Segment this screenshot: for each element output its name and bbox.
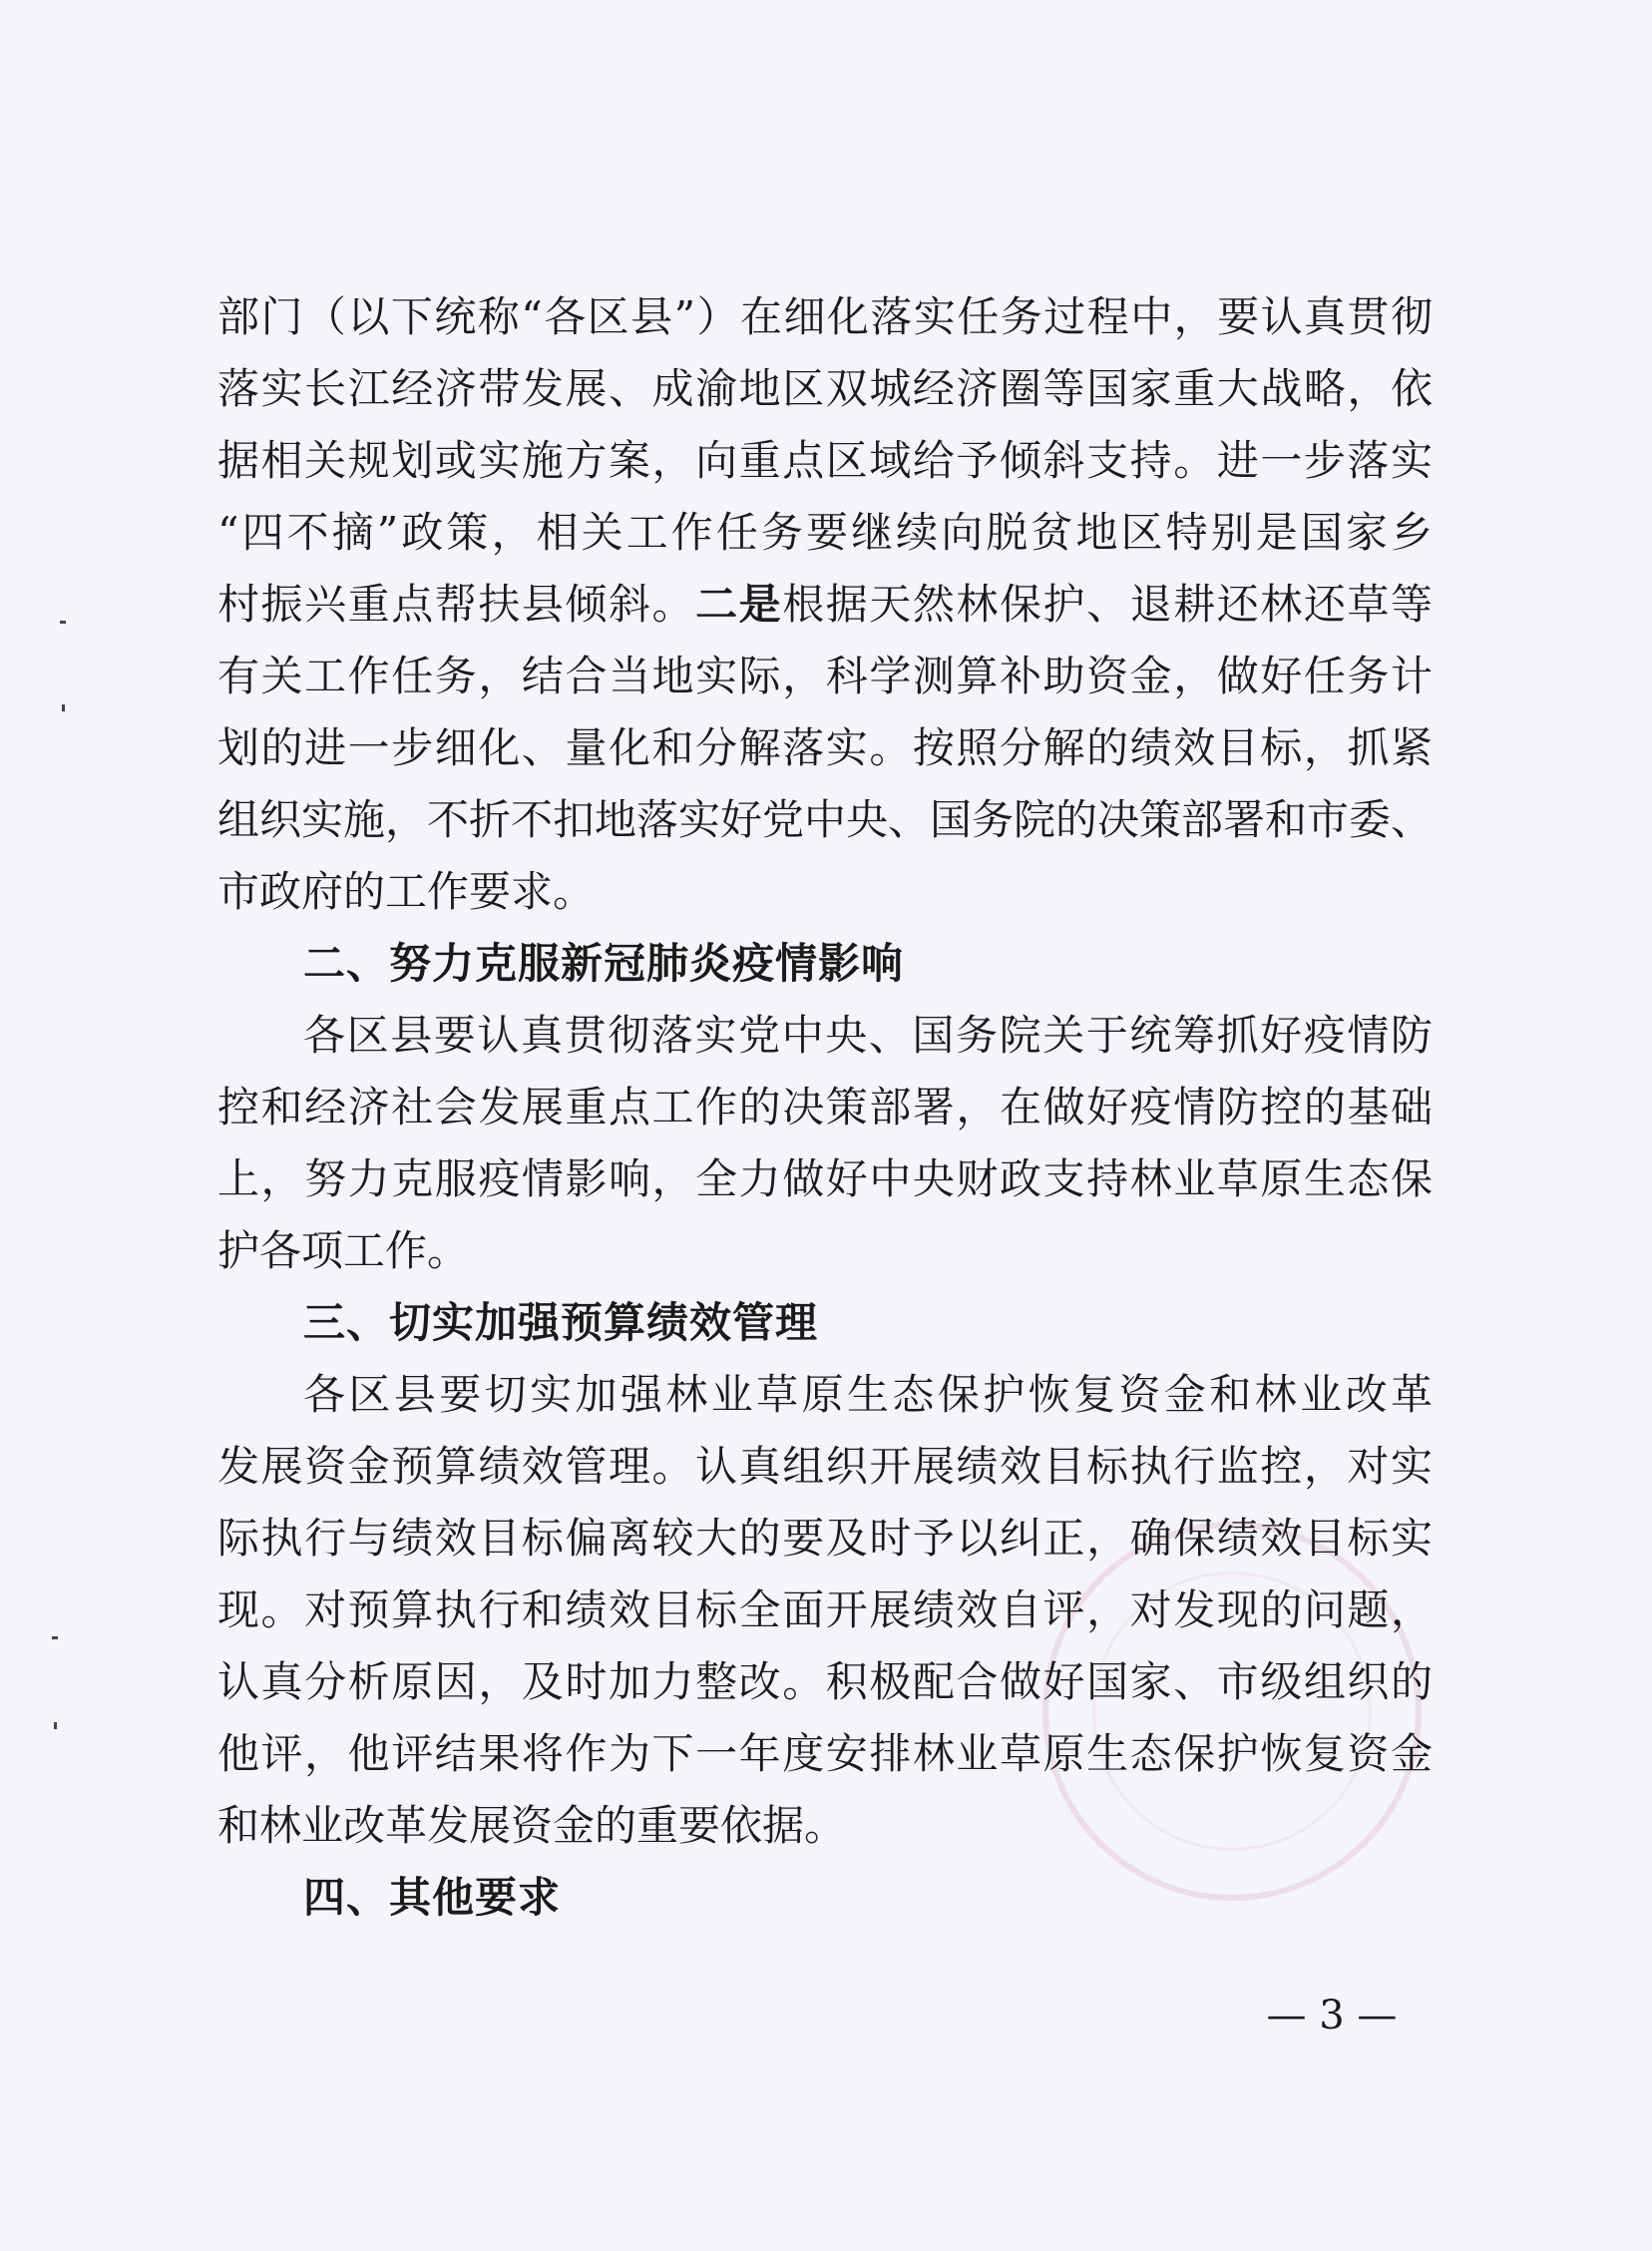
- body-line: 现。对预算执行和绩效目标全面开展绩效自评，对发现的问题，: [217, 1585, 1433, 1634]
- bold-text: 二是: [695, 580, 783, 629]
- body-line: 他评，他评结果将作为下一年度安排林业草原生态保护恢复资金: [217, 1729, 1433, 1778]
- body-line: 部门（以下统称“各区县”）在细化落实任务过程中，要认真贯彻: [217, 292, 1433, 341]
- body-line: 有关工作任务，结合当地实际，科学测算补助资金，做好任务计: [217, 652, 1433, 700]
- binding-mark: [62, 704, 65, 711]
- body-line: “四不摘”政策，相关工作任务要继续向脱贫地区特别是国家乡: [217, 508, 1433, 557]
- section-heading: 三、切实加强预算绩效管理: [303, 1298, 819, 1347]
- body-line: 市政府的工作要求。: [217, 867, 596, 916]
- document-body: [217, 281, 1433, 1934]
- binding-mark: [54, 1722, 57, 1729]
- body-line: 划的进一步细化、量化和分解落实。按照分解的绩效目标，抓紧: [217, 723, 1433, 772]
- body-line: 际执行与绩效目标偏离较大的要及时予以纠正，确保绩效目标实: [217, 1514, 1433, 1563]
- section-heading: 二、努力克服新冠肺炎疫情影响: [303, 939, 905, 988]
- body-text: 根据天然林保护、退耕还林还草等: [782, 580, 1433, 629]
- section-heading: 四、其他要求: [303, 1873, 562, 1922]
- binding-mark: [52, 1636, 58, 1639]
- body-line: 控和经济社会发展重点工作的决策部署，在做好疫情防控的基础: [217, 1083, 1433, 1131]
- body-line: 各区县要切实加强林业草原生态保护恢复资金和林业改革: [303, 1370, 1433, 1419]
- body-line: 护各项工作。: [217, 1226, 470, 1275]
- binding-mark: [60, 621, 66, 624]
- body-line: 各区县要认真贯彻落实党中央、国务院关于统筹抓好疫情防: [303, 1011, 1433, 1060]
- body-line: 落实长江经济带发展、成渝地区双城经济圈等国家重大战略，依: [217, 364, 1433, 413]
- body-line: 据相关规划或实施方案，向重点区域给予倾斜支持。进一步落实: [217, 436, 1433, 485]
- body-line: 认真分析原因，及时加力整改。积极配合做好国家、市级组织的: [217, 1657, 1433, 1706]
- body-line: 上，努力克服疫情影响，全力做好中央财政支持林业草原生态保: [217, 1154, 1433, 1203]
- page-number: — 3 —: [1266, 1993, 1398, 2038]
- body-text: 村振兴重点帮扶县倾斜。: [217, 580, 696, 629]
- body-line: [217, 569, 1433, 641]
- body-line: 和林业改革发展资金的重要依据。: [217, 1801, 847, 1850]
- body-line: 发展资金预算绩效管理。认真组织开展绩效目标执行监控，对实: [217, 1442, 1433, 1491]
- body-line: 组织实施，不折不扣地落实好党中央、国务院的决策部署和市委、: [217, 795, 1433, 844]
